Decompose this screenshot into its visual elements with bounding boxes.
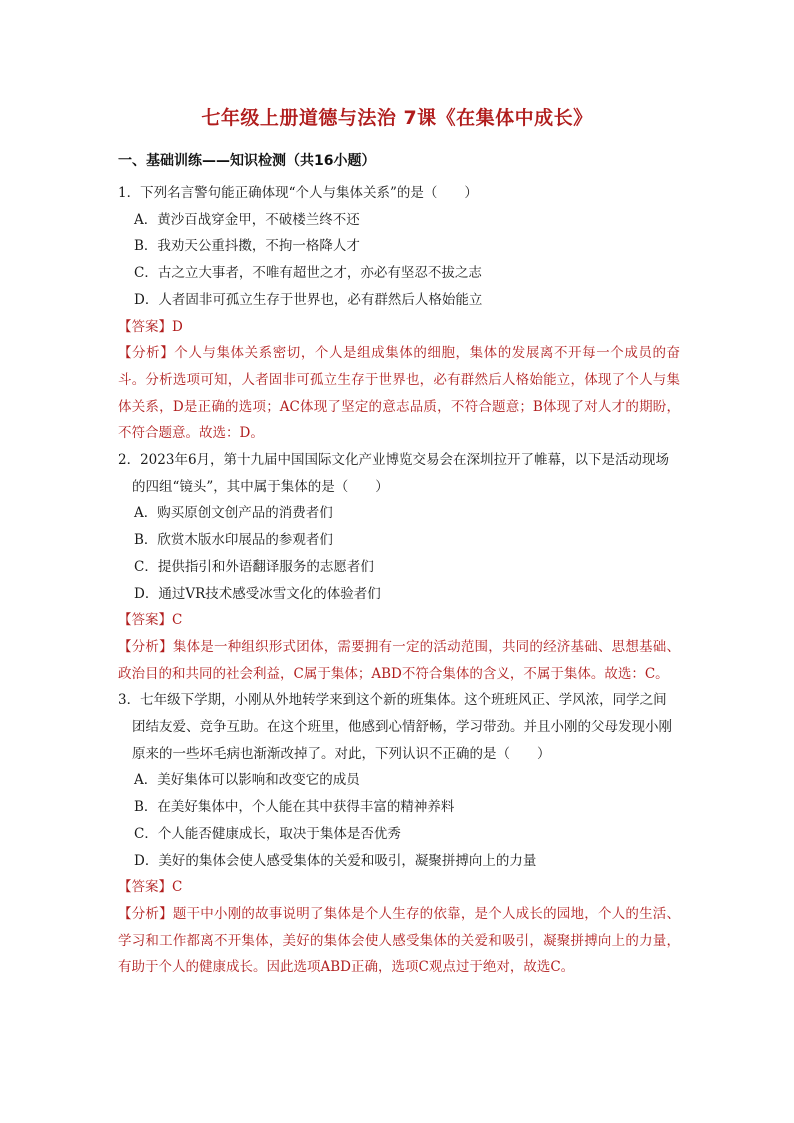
analysis-text: 个人与集体关系密切，个人是组成集体的细胞，集体的发展离不开每一个成员的奋斗。分析选项可知，人者固非可孤立生存于世界也，必有群然后人格始能立，体现了个人与集体关系，D是正确的选项；AC体现了坚定的意志品质，不符合题意；B体现了对人才的期盼，不符合题意。故选：D。 (118, 345, 681, 442)
option-b: B．在美好集体中，个人能在其中获得丰富的精神养料 (134, 799, 455, 816)
answer-value: D (172, 318, 183, 335)
option-a: A．美好集体可以影响和改变它的成员 (134, 772, 360, 789)
question-1 (118, 180, 680, 447)
option-a: A．购买原创文创产品的消费者们 (134, 505, 333, 522)
answer-value: C (172, 879, 183, 896)
analysis-label: 【分析】 (118, 638, 173, 655)
option-d: D．人者固非可孤立生存于世界也，必有群然后人格始能立 (134, 291, 483, 308)
question-2 (118, 447, 680, 687)
answer-line (118, 607, 680, 634)
answer-value: C (172, 612, 183, 629)
answer-line (118, 314, 680, 341)
analysis-block (118, 634, 680, 687)
analysis-text: 题干中小刚的故事说明了集体是个人生存的依靠，是个人成长的园地，个人的生活、学习和工作都离不开集体，美好的集体会使人感受集体的关爱和吸引，凝聚拼搏向上的力量，有助于个人的健康成长。因此选项ABD正确，选项C观点过于绝对，故选C。 (118, 905, 681, 976)
option-c: C．个人能否健康成长，取决于集体是否优秀 (134, 825, 401, 842)
option-d: D．通过VR技术感受冰雪文化的体验者们 (134, 585, 381, 602)
answer-label: 【答案】 (118, 612, 172, 629)
analysis-label: 【分析】 (118, 905, 173, 922)
option-a: A．黄沙百战穿金甲，不破楼兰终不还 (134, 211, 360, 228)
question-list (118, 180, 680, 981)
option-b: B．我劝天公重抖擞，不拘一格降人才 (134, 238, 360, 255)
option-c: C．提供指引和外语翻译服务的志愿者们 (134, 558, 374, 575)
answer-label: 【答案】 (118, 879, 172, 896)
analysis-label: 【分析】 (118, 345, 175, 362)
question-3 (118, 687, 680, 981)
analysis-text: 集体是一种组织形式团体，需要拥有一定的活动范围，共同的经济基础、思想基础、政治目的和共同的社会利益，C属于集体；ABD不符合集体的含义，不属于集体。故选：C。 (118, 638, 681, 682)
question-stem: 1．下列名言警句能正确体现“个人与集体关系”的是（ ） (118, 185, 478, 201)
option-d: D．美好的集体会使人感受集体的关爱和吸引，凝聚拼搏向上的力量 (134, 852, 537, 869)
answer-line (118, 874, 680, 901)
section-heading: 一、基础训练——知识检测（共16小题） (118, 153, 376, 169)
question-stem: 3．七年级下学期，小刚从外地转学来到这个新的班集体。这个班班风正、学风浓，同学之间团结友爱、竞争互助。在这个班里，他感到心情舒畅，学习带劲。并且小刚的父母发现小刚原来的一些坏毛病也渐渐改掉了。对此，下列认识不正确的是（ ） (118, 692, 672, 762)
question-stem: 2．2023年6月，第十九届中国国际文化产业博览交易会在深圳拉开了帷幕，以下是活动现场的四组“镜头”，其中属于集体的是（ ） (118, 452, 670, 495)
answer-label: 【答案】 (118, 318, 172, 335)
analysis-block (118, 901, 680, 981)
option-b: B．欣赏木版水印展品的参观者们 (134, 532, 333, 549)
page-title: 七年级上册道德与法治 7课《在集体中成长》 (201, 107, 593, 129)
option-c: C．古之立大事者，不唯有超世之才，亦必有坚忍不拔之志 (134, 265, 482, 282)
analysis-block (118, 340, 680, 447)
